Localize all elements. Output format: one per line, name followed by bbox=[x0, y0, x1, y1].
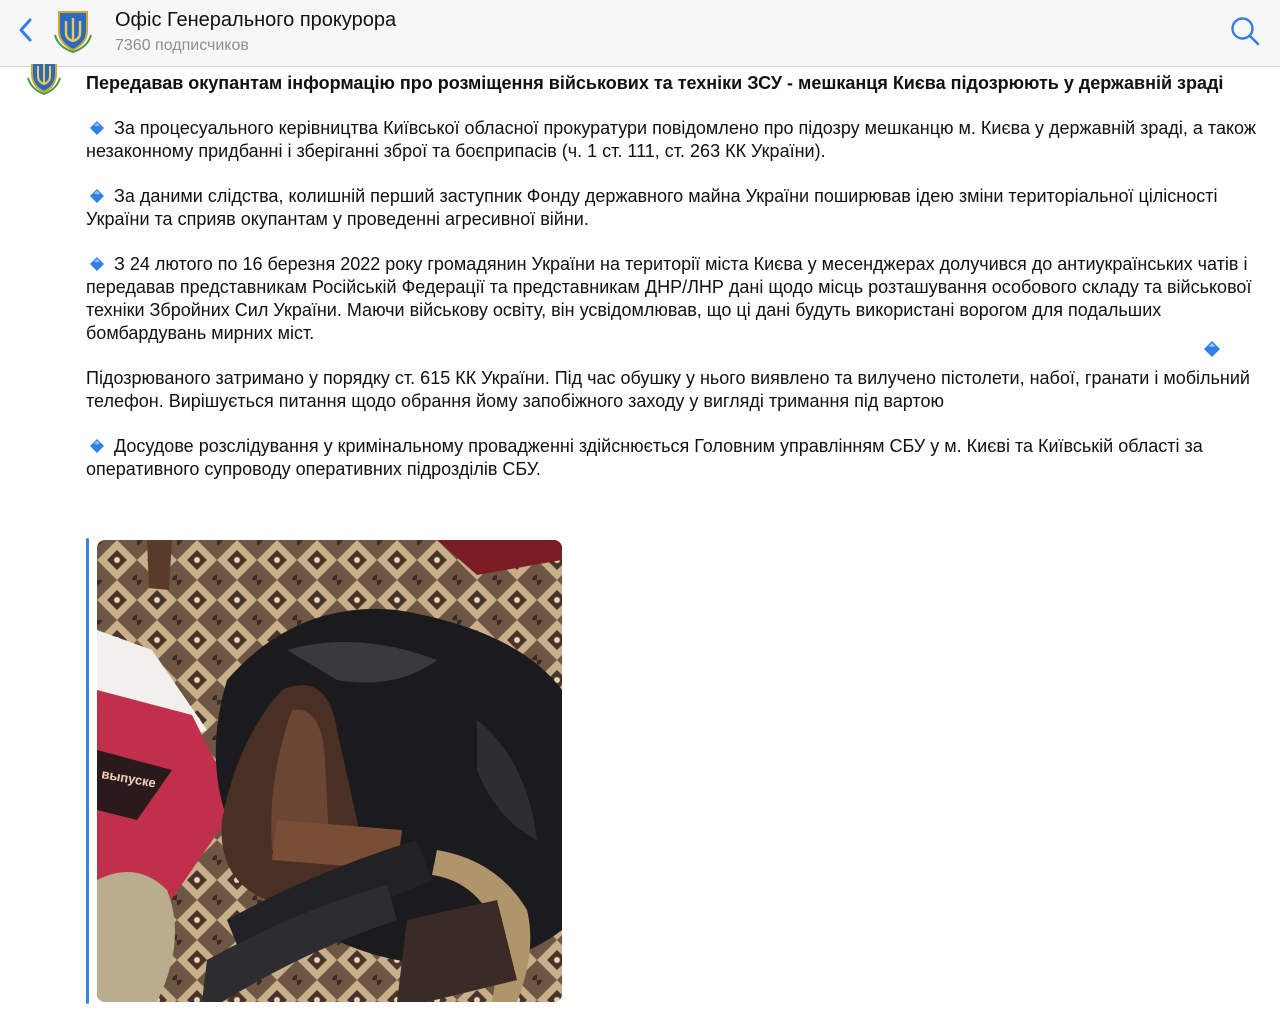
evidence-photo-illustration bbox=[97, 540, 562, 1002]
paragraph-text: Досудове розслідування у кримінальному провадженні здійснюється Головним управлінням СБУ у м. Києві та Київській області за оперативного супроводу оперативних підрозділів СБУ. bbox=[86, 436, 1203, 479]
post-media bbox=[86, 538, 566, 1006]
trident-emblem-icon bbox=[52, 9, 94, 53]
blue-diamond-icon bbox=[1204, 341, 1220, 357]
search-icon bbox=[1229, 15, 1261, 47]
blue-diamond-icon bbox=[90, 439, 104, 453]
post-paragraph bbox=[86, 435, 1266, 481]
media-accent-bar bbox=[86, 538, 89, 1004]
blue-diamond-icon bbox=[90, 189, 104, 203]
chevron-left-icon bbox=[17, 15, 35, 45]
paragraph-text: За даними слідства, колишній перший заступник Фонду державного майна України поширював ідею зміни територіальної цілісності України та сприяв окупантам у проведенні агресивної війни. bbox=[86, 186, 1218, 229]
post-headline: Передавав окупантам інформацію про розміщення військових та техніки ЗСУ - мешканця Києва підозрюють у державній зраді bbox=[86, 73, 1224, 93]
paragraph-text: З 24 лютого по 16 березня 2022 року громадянин України на території міста Києва у месенджерах долучився до антиукраїнських чатів і передавав представникам Російській Федерації та представникам ДНР/ЛНР дані щодо місць розташування особового складу та військової техніки Збройних Сил України. Маючи військову освіту, він усвідомлював, що ці дані будуть використані ворогом для подальших бомбардувань мирних міст. bbox=[86, 254, 1252, 343]
paragraph-text: За процесуального керівництва Київської обласної прокуратури повідомлено про підозру мешканцю м. Києва у державній зраді, а також незаконному придбанні і зберіганні зброї та боєприпасів (ч. 1 ст. 111, ст. 263 КК України). bbox=[86, 118, 1256, 161]
search-button[interactable] bbox=[1228, 14, 1262, 48]
post-author-avatar[interactable] bbox=[26, 64, 62, 96]
subscriber-count: 7360 подписчиков bbox=[115, 37, 249, 54]
blue-diamond-icon bbox=[90, 121, 104, 135]
channel-post bbox=[86, 72, 1266, 503]
post-paragraph bbox=[86, 117, 1266, 163]
trident-emblem-icon bbox=[26, 64, 62, 96]
channel-title[interactable]: Офіс Генерального прокурора bbox=[115, 9, 397, 31]
post-paragraph bbox=[86, 185, 1266, 231]
chat-header bbox=[0, 0, 1280, 67]
blue-diamond-icon bbox=[90, 257, 104, 271]
magazine-text: выпуске bbox=[100, 766, 158, 791]
channel-avatar[interactable] bbox=[52, 9, 94, 53]
post-paragraph bbox=[86, 253, 1266, 345]
post-paragraph: Підозрюваного затримано у порядку ст. 615 КК України. Під час обушку у нього виявлено та вилучено пістолети, набої, гранати і мобільний телефон. Вирішується питання щодо обрання йому запобіжного заходу у вигляді тримання під вартою bbox=[86, 368, 1250, 411]
post-paragraph-wrap bbox=[86, 367, 1266, 413]
back-button[interactable] bbox=[10, 14, 42, 46]
evidence-photo[interactable] bbox=[97, 540, 562, 1002]
